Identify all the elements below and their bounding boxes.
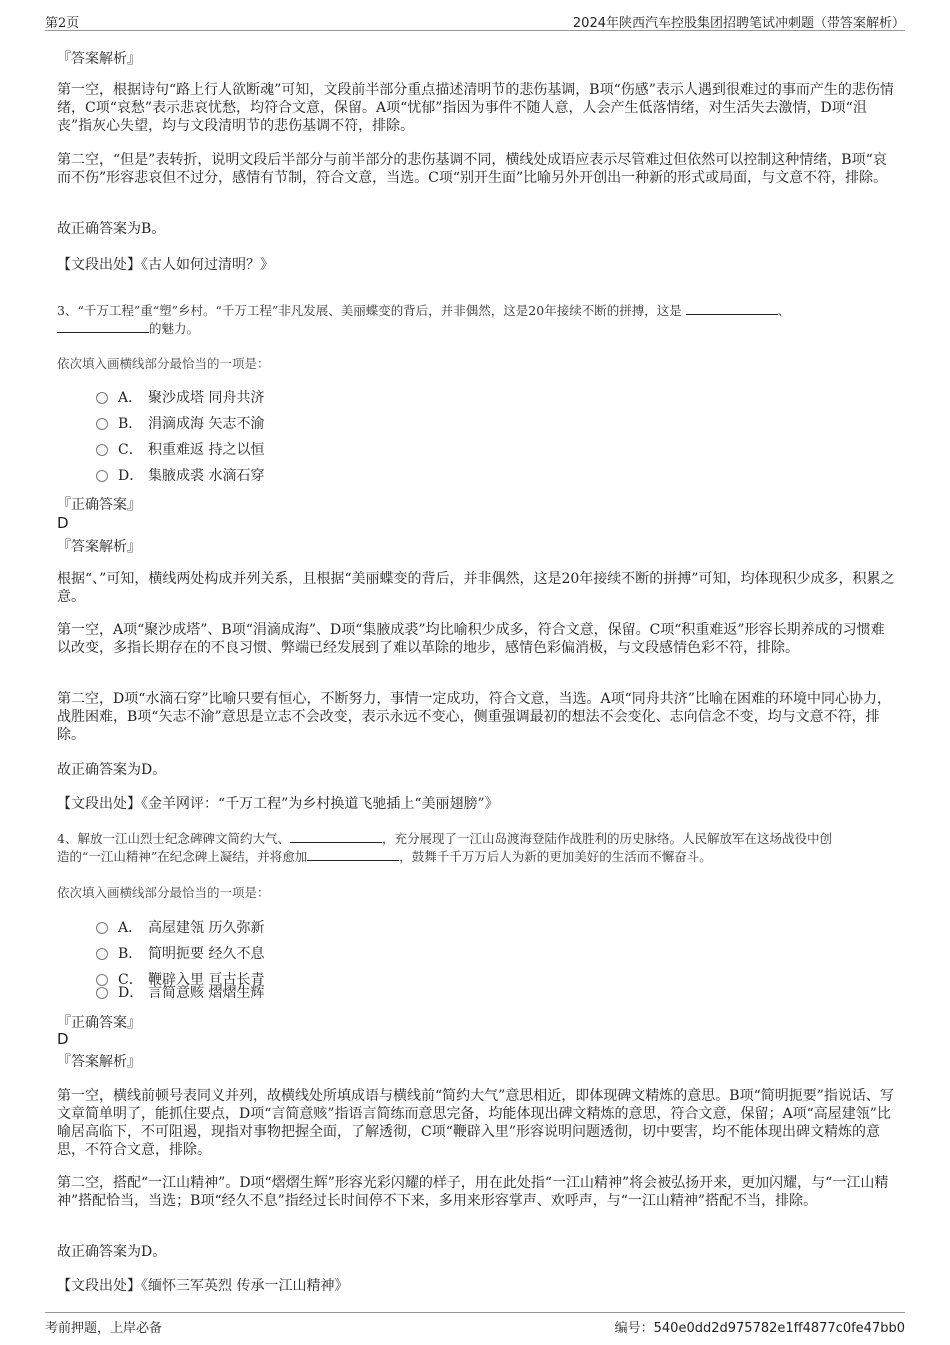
option-text: 高屋建瓴 历久弥新 (148, 920, 265, 936)
analysis-label: 『答案解析』 (57, 51, 141, 67)
q4-analysis-blank2: 第二空，搭配“一江山精神”。D项“熠熠生辉”形容光彩闪耀的样子，用在此处指“一江山精神”将会被弘扬开来，更加闪耀，与“一江山精神”搭配恰当，当选；B项“经久不息”指经过长时间停不下来，多用来形容掌声、欢呼声，与“一江山精神”搭配不当，排除。 (57, 1175, 889, 1209)
option-letter: A． (118, 920, 143, 936)
q3-analysis-blank1: 第一空，A项“聚沙成塔”、B项“涓滴成海”、D项“集腋成裘”均比喻积少成多，符合文意，保留。C项“积重难返”形容长期养成的习惯难以改变，多指长期存在的不良习惯、弊端已经发展到了难以革除的地步，感情色彩偏消极，与文段感情色彩不符，排除。 (57, 622, 885, 656)
radio-icon[interactable] (96, 444, 108, 456)
q3-blank-1 (686, 304, 778, 315)
q4-stem (57, 830, 895, 866)
q4-source (57, 1277, 895, 1295)
option-letter: D． (118, 985, 144, 1001)
q3-instruction: 依次填入画横线部分最恰当的一项是： (57, 356, 270, 371)
q3-source (57, 795, 895, 813)
q2-analysis-blank2: 第二空，“但是”表转折，说明文段后半部分与前半部分的悲伤基调不同，横线处成语应表示尽管难过但依然可以控制这种情绪，B项“哀而不伤”形容悲哀但不过分，感情有节制，符合文意，当选。C项“别开生面”比喻另外开创出一种新的形式或局面，与文意不符，排除。 (57, 152, 888, 186)
correct-label: 『正确答案』 (57, 1015, 141, 1031)
q3-stem (57, 302, 895, 338)
radio-icon[interactable] (96, 418, 108, 430)
footer-slogan: 考前押题，上岸必备 (45, 1321, 163, 1336)
source-tag: 【文段出处】 (57, 796, 141, 812)
page-header (45, 10, 905, 31)
q3-answer: D (57, 514, 69, 532)
option-text: 涓滴成海 矢志不渝 (148, 416, 265, 432)
q2-analysis-blank1: 第一空，根据诗句“路上行人欲断魂”可知，文段前半部分重点描述清明节的悲伤基调，B项“伤感”表示人遇到很难过的事而产生的悲伤情绪，C项“哀愁”表示悲哀忧愁，均符合文意，保留。A项“忧郁”指因为事件不随人意，人会产生低落情绪，对生活失去激情，D项“沮丧”指灰心失望，均与文段清明节的悲伤基调不符，排除。 (57, 82, 894, 134)
q4-answer: D (57, 1030, 69, 1048)
q4-stem-text-2: ，充分展现了一江山岛渡海登陆作战胜利的历史脉络。人民解放军在这场战役中创 (381, 831, 832, 846)
q3-answer-line: 故正确答案为D。 (57, 762, 167, 778)
q3-analysis-intro: 根据“、”可知，横线两处构成并列关系，且根据“美丽蝶变的背后，并非偶然，这是20年接续不断的拼搏”可知，均体现积少成多，积累之意。 (57, 571, 895, 605)
document-id: 编号：540e0dd2d975782e1ff4877c0fe47bb0 (614, 1321, 905, 1336)
radio-icon[interactable] (96, 987, 108, 999)
option-text: 集腋成裘 水滴石穿 (148, 468, 265, 484)
q3-option-a[interactable] (96, 389, 264, 407)
radio-icon[interactable] (96, 922, 108, 934)
q4-answer-line: 故正确答案为D。 (57, 1244, 167, 1260)
q4-analysis-blank1: 第一空，横线前顿号表同义并列，故横线处所填成语与横线前“简约大气”意思相近，即体现碑文精炼的意思。B项“简明扼要”指说话、写文章简单明了，能抓住要点，D项“言简意赅”指语言简练而意思完备，均能体现出碑文精炼的意思，符合文意，保留；A项“高屋建瓴”比喻居高临下，不可阻遏，现指对事物把握全面，了解透彻，C项“鞭辟入里”形容说明问题透彻，切中要害，均不能体现出碑文精炼的意思，不符合文意，排除。 (57, 1088, 894, 1158)
radio-icon[interactable] (96, 470, 108, 482)
q4-stem-text-4: ，鼓舞千千万万后人为新的更加美好的生活而不懈奋斗。 (399, 849, 712, 864)
option-letter: B． (118, 946, 143, 962)
correct-label: 『正确答案』 (57, 497, 141, 513)
q3-stem-end: 的魅力。 (149, 321, 200, 336)
q3-stem-sep: 、 (777, 303, 791, 318)
q3-analysis-blank2: 第二空，D项“水滴石穿”比喻只要有恒心，不断努力，事情一定成功，符合文意，当选。A项“同舟共济”比喻在困难的环境中同心协力，战胜困难，B项“矢志不渝”意思是立志不会改变，表示永远不变心，侧重强调最初的想法不会变化、志向信念不变，均与文意不符，排除。 (57, 691, 891, 743)
q4-instruction: 依次填入画横线部分最恰当的一项是： (57, 885, 270, 900)
q4-source-title: 《缅怀三军英烈 传承一江山精神》 (141, 1278, 349, 1294)
q3-option-b[interactable] (96, 415, 264, 433)
q3-option-c[interactable] (96, 441, 264, 459)
q4-option-a[interactable] (96, 919, 264, 937)
analysis-label: 『答案解析』 (57, 539, 141, 555)
analysis-label: 『答案解析』 (57, 1054, 141, 1070)
q4-blank-1 (290, 832, 382, 843)
q4-option-b[interactable] (96, 945, 264, 963)
radio-icon[interactable] (96, 392, 108, 404)
page-number: 第2页 (45, 16, 80, 31)
q2-answer-line: 故正确答案为B。 (57, 221, 166, 237)
option-letter: B． (118, 416, 143, 432)
q4-blank-2 (307, 850, 399, 861)
q4-stem-text: 4、解放一江山烈士纪念碑碑文简约大气、 (57, 831, 290, 846)
q3-source-title: 《金羊网评：“千万工程”为乡村换道飞驰插上“美丽翅膀”》 (141, 796, 499, 812)
option-text: 鞭辟入里 亘古长青 (148, 972, 265, 988)
q4-stem-text-3: 造的“一江山精神”在纪念碑上凝结，并将愈加 (57, 849, 308, 864)
page-footer (45, 1312, 905, 1337)
option-letter: C． (118, 972, 143, 988)
option-text: 聚沙成塔 同舟共济 (148, 390, 265, 406)
option-text: 言简意赅 熠熠生辉 (148, 985, 265, 1001)
document-title: 2024年陕西汽车控股集团招聘笔试冲刺题（带答案解析） (572, 16, 905, 31)
option-text: 简明扼要 经久不息 (148, 946, 265, 962)
option-letter: A． (118, 390, 143, 406)
option-text: 积重难返 持之以恒 (148, 442, 265, 458)
option-letter: C． (118, 442, 143, 458)
option-letter: D． (118, 468, 144, 484)
radio-icon[interactable] (96, 948, 108, 960)
source-tag: 【文段出处】 (57, 1278, 141, 1294)
q4-option-d[interactable] (96, 984, 264, 1002)
q3-blank-2 (57, 322, 149, 333)
q2-source (57, 256, 895, 274)
source-tag: 【文段出处】 (57, 257, 141, 273)
q3-option-d[interactable] (96, 467, 264, 485)
q3-stem-text: 3、“千万工程”重“塑”乡村。“千万工程”非凡发展、美丽蝶变的背后，并非偶然，这是20年接续不断的拼搏，这是 (57, 303, 682, 318)
q2-source-title: 《古人如何过清明？》 (141, 257, 274, 273)
